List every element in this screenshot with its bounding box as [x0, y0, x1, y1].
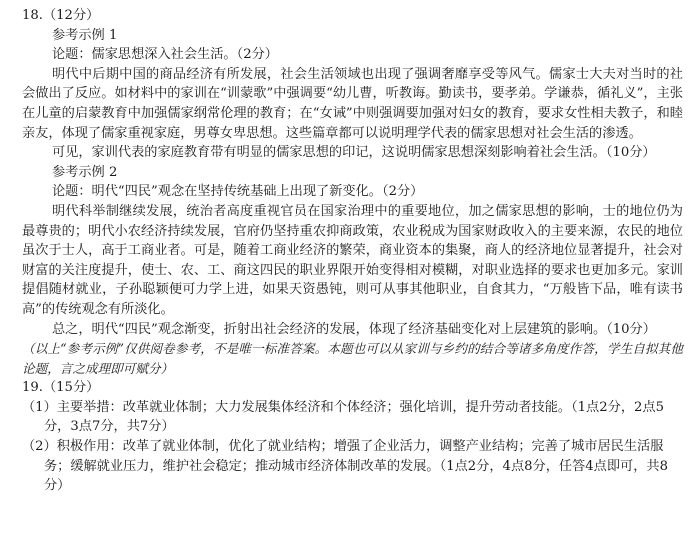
- question-18-header: 18.（12分）: [22, 8, 100, 23]
- grading-note: （以上“参考示例”仅供阅卷参考，不是唯一标准答案。本题也可以从家训与乡约的结合等诸多角度作答，学生自拟其他论题，言之成理即可赋分）: [22, 341, 683, 376]
- example-2-title: 参考示例 2: [52, 164, 118, 180]
- example-2-paragraph-1: 明代科举制继续发展，统治者高度重视官员在国家治理中的重要地位，加之儒家思想的影响，士的地位仍为最尊贵的；明代小农经济持续发展，官府仍坚持重农抑商政策，农业税成为国家财政收入的主要来源，农民的地位虽次于士人，高于工商业者。可是，随着工商业经济的繁荣，商业资本的集聚，商人的经济地位显著提升，社会对财富的关注度提升，使士、农、工、商这四民的职业界限开始变得相对模糊，对职业选择的要求也更加多元。家训提倡随材就业，子孙聪颖便可力学上进，如果天资愚钝，则可从事其他职业，自食其力，“万般皆下品，唯有读书高”的传统观念有所淡化。: [22, 203, 683, 317]
- example-1-paragraph-1: 明代中后期中国的商品经济有所发展，社会生活领域也出现了强调奢靡享受等风气。儒家士大夫对当时的社会做出了反应。如材料中的家训在“训蒙歌”中强调要“幼儿曹，听教诲。勤读书，要孝弟。学谦恭，循礼义”，主张在儿童的启蒙教育中加强儒家纲常伦理的教育；在“女诫”中则强调要加强对妇女的教育，要求女性相夫教子，和睦亲友，体现了儒家重视家庭，男尊女卑思想。这些篇章都可以说明理学代表的儒家思想对社会生活的渗透。: [22, 66, 683, 141]
- question-19-item-1: （1）主要举措：改革就业体制；大力发展集体经济和个体经济；强化培训，提升劳动者技能。（1点2分，2点5分，3点7分，共7分）: [22, 399, 664, 435]
- example-1-paragraph-2: 可见，家训代表的家庭教育带有明显的儒家思想的印记，这说明儒家思想深刻影响着社会生活。（10分）: [52, 145, 656, 161]
- example-2-thesis: 论题：明代“四民”观念在坚持传统基础上出现了新变化。（2分）: [52, 184, 424, 200]
- question-19-header: 19.（15分）: [22, 380, 100, 396]
- question-19-item-2: （2）积极作用：改革了就业体制，优化了就业结构；增强了企业活力，调整产业结构；完善了城市居民生活服务；缓解就业压力，维护社会稳定；推动城市经济体制改革的发展。（1点2分，4点8分，任答4点即可，共8分）: [22, 439, 668, 494]
- example-1-title: 参考示例 1: [52, 27, 118, 43]
- example-2-paragraph-2: 总之，明代“四民”观念渐变，折射出社会经济的发展，体现了经济基础变化对上层建筑的影响。（10分）: [52, 321, 656, 337]
- example-1-thesis: 论题：儒家思想深入社会生活。（2分）: [52, 47, 278, 63]
